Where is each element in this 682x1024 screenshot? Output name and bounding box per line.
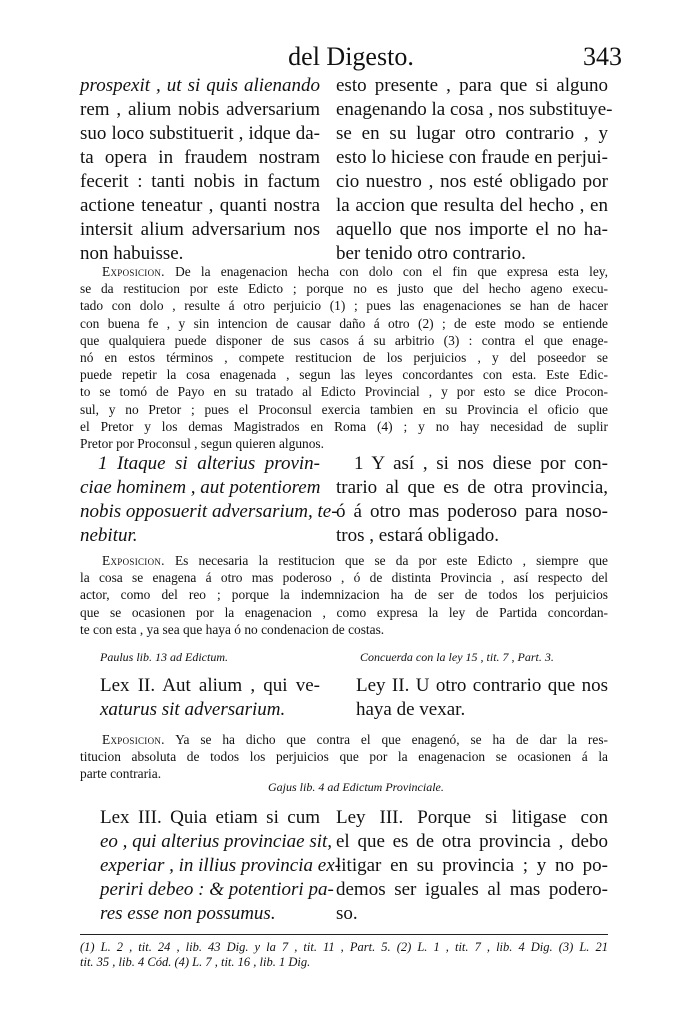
footnotes [80, 940, 608, 970]
latin-column-1 [80, 74, 320, 266]
text-line: actione teneatur , quanti nostra [80, 195, 320, 216]
text-line: so. [336, 903, 358, 924]
footnote-line: (1) L. 2 , tit. 24 , lib. 43 Dig. y la 7 , tit. 11 , Part. 5. (2) L. 1 , tit. 7 , lib. 4 Dig. (3) L. 21 [80, 940, 608, 954]
text-line: rem , alium nobis adversarium [80, 99, 320, 120]
text-line: Pretor por Proconsul , segun quieren algunos. [80, 436, 324, 452]
text-line: prospexit , ut si quis alienando [80, 75, 320, 96]
text-line: Ley II. U otro contrario que nos [356, 675, 608, 696]
text-line: xaturus sit adversarium. [100, 699, 286, 720]
text-line: puede repetir la cosa enagenada , segun las leyes concordantes con esta. Este Edic- [80, 367, 608, 383]
text-line: esto presente , para que si alguno [336, 75, 608, 96]
latin-column-3 [100, 674, 320, 722]
text-line: ó á otro mas poderoso para noso- [336, 501, 608, 522]
text-line: 1 Y así , si nos diese por con- [354, 453, 608, 474]
text-line: que qualquiera puede disponer de sus casos á su arbitrio (3) : contra el que enage- [80, 332, 608, 348]
exposicion-2 [80, 552, 608, 638]
text-line: ber tenido otro contrario. [336, 243, 526, 264]
text-line: ciae hominem , aut potentiorem [80, 477, 321, 498]
latin-column-4 [100, 806, 341, 926]
spanish-column-1 [336, 74, 613, 266]
text-line: trario al que es de otra provincia, [336, 477, 608, 498]
text-line: cio nuestro , nos esté obligado por [336, 171, 608, 192]
text-line: periri debeo : & potentiori pa- [100, 879, 334, 900]
text-line: Exposicion. Es necesaria la restitucion que se da por este Edicto , siempre que [102, 553, 608, 568]
text-line: Lex II. Aut alium , qui ve- [100, 675, 320, 696]
latin-column-2 [80, 452, 338, 548]
text-line: Lex III. Quia etiam si cum [100, 807, 320, 828]
text-line: Exposicion. Ya se ha dicho que contra el que enagenó, se ha de dar la res- [102, 732, 608, 747]
text-line: te con esta , ya sea que haya ó no condenacion de costas. [80, 621, 385, 637]
text-line: se en su lugar otro contrario , y [336, 123, 608, 144]
text-line: el Pretor y los demas Magistrados en Roma (4) ; y no hay necesidad de suplir [80, 418, 608, 434]
text-line: titucion absoluta de todos los perjuicios que por la enagenacion se ocasionen á la [80, 749, 608, 765]
text-line: experiar , in illius provincia ex- [100, 855, 341, 876]
text-line: nobis opposuerit adversarium, te- [80, 501, 338, 522]
source-reference: Paulus lib. 13 ad Edictum. [100, 650, 228, 664]
text-line: que se ocasionen por la enagenacion , como expresa la ley de Partida concordan- [80, 604, 608, 620]
text-line: el que es de otra provincia , debo [336, 831, 608, 852]
text-line: ta opera in fraudem nostram [80, 147, 320, 168]
text-line: eo , qui alterius provinciae sit, [100, 831, 333, 852]
concordance-reference: Concuerda con la ley 15 , tit. 7 , Part. 3. [360, 650, 554, 664]
text-line: actor, como del reo ; porque la indemnizacion ha de ser de todos los perjuicios [80, 587, 608, 603]
running-header [80, 42, 622, 76]
text-line: con buena fe , y sin intencion de causar daño á otro (2) ; de este modo se entiende [80, 315, 608, 331]
exposicion-3 [80, 731, 608, 783]
text-line: non habuisse. [80, 243, 184, 264]
text-line: enagenando la cosa , nos substituye- [336, 99, 613, 120]
page-number: 343 [583, 42, 622, 71]
text-line: aquello que nos importe el no ha- [336, 219, 608, 240]
text-line: tado con dolo , resulte á otro perjuicio (1) ; pues las enagenaciones se han de hacer [80, 298, 608, 314]
text-line: suo loco substituerit , idque da- [80, 123, 320, 144]
exposicion-label: Exposicion. [102, 264, 165, 279]
source-reference: Gajus lib. 4 ad Edictum Provinciale. [268, 780, 444, 794]
text-line: intersit alium adversarium nos [80, 219, 320, 240]
text-line: esto lo hiciese con fraude en perjui- [336, 147, 608, 168]
text-line: haya de vexar. [356, 699, 466, 720]
footnote-rule [80, 934, 608, 935]
text-line: Exposicion. De la enagenacion hecha con dolo con el fin que expresa esta ley, [102, 264, 608, 279]
text-line: tros , estará obligado. [336, 525, 500, 546]
spanish-column-2 [336, 452, 608, 548]
running-title: del Digesto. [288, 42, 414, 71]
text-line: fecerit : tanti nobis in factum [80, 171, 320, 192]
spanish-column-3 [356, 674, 608, 722]
exposicion-label: Exposicion. [102, 553, 165, 568]
text-line: demos ser iguales al mas podero- [336, 879, 608, 900]
text-line: to se tomó de Payo en su tratado al Edicto Provincial , y por esto se dice Procon- [80, 384, 608, 400]
text-line: 1 Itaque si alterius provin- [98, 453, 320, 474]
text-line: nó en estos términos , compete restitucion de los perjuicios , y del poseedor se [80, 350, 608, 366]
text-line: res esse non possumus. [100, 903, 276, 924]
footnote-line: tit. 35 , lib. 4 Cód. (4) L. 7 , tit. 16 , lib. 1 Dig. [80, 955, 311, 969]
text-line: sul, y no Pretor ; pues el Proconsul exercia tambien en su Provincia el oficio que [80, 401, 608, 417]
exposicion-1 [80, 263, 608, 452]
text-line: la accion que resulta del hecho , en [336, 195, 608, 216]
text-line: la cosa se enagena á otro mas poderoso , ó de distinta Provincia , así respecto del [80, 570, 608, 586]
text-line: Ley III. Porque si litigase con [336, 807, 608, 828]
text-line: se da restitucion por este Edicto ; porque no es justo que del hecho ageno execu- [80, 281, 608, 297]
text-line: parte contraria. [80, 766, 162, 782]
text-line: litigar en su provincia ; y no po- [336, 855, 608, 876]
spanish-column-4 [336, 806, 608, 926]
exposicion-label: Exposicion. [102, 732, 165, 747]
text-line: nebitur. [80, 525, 138, 546]
